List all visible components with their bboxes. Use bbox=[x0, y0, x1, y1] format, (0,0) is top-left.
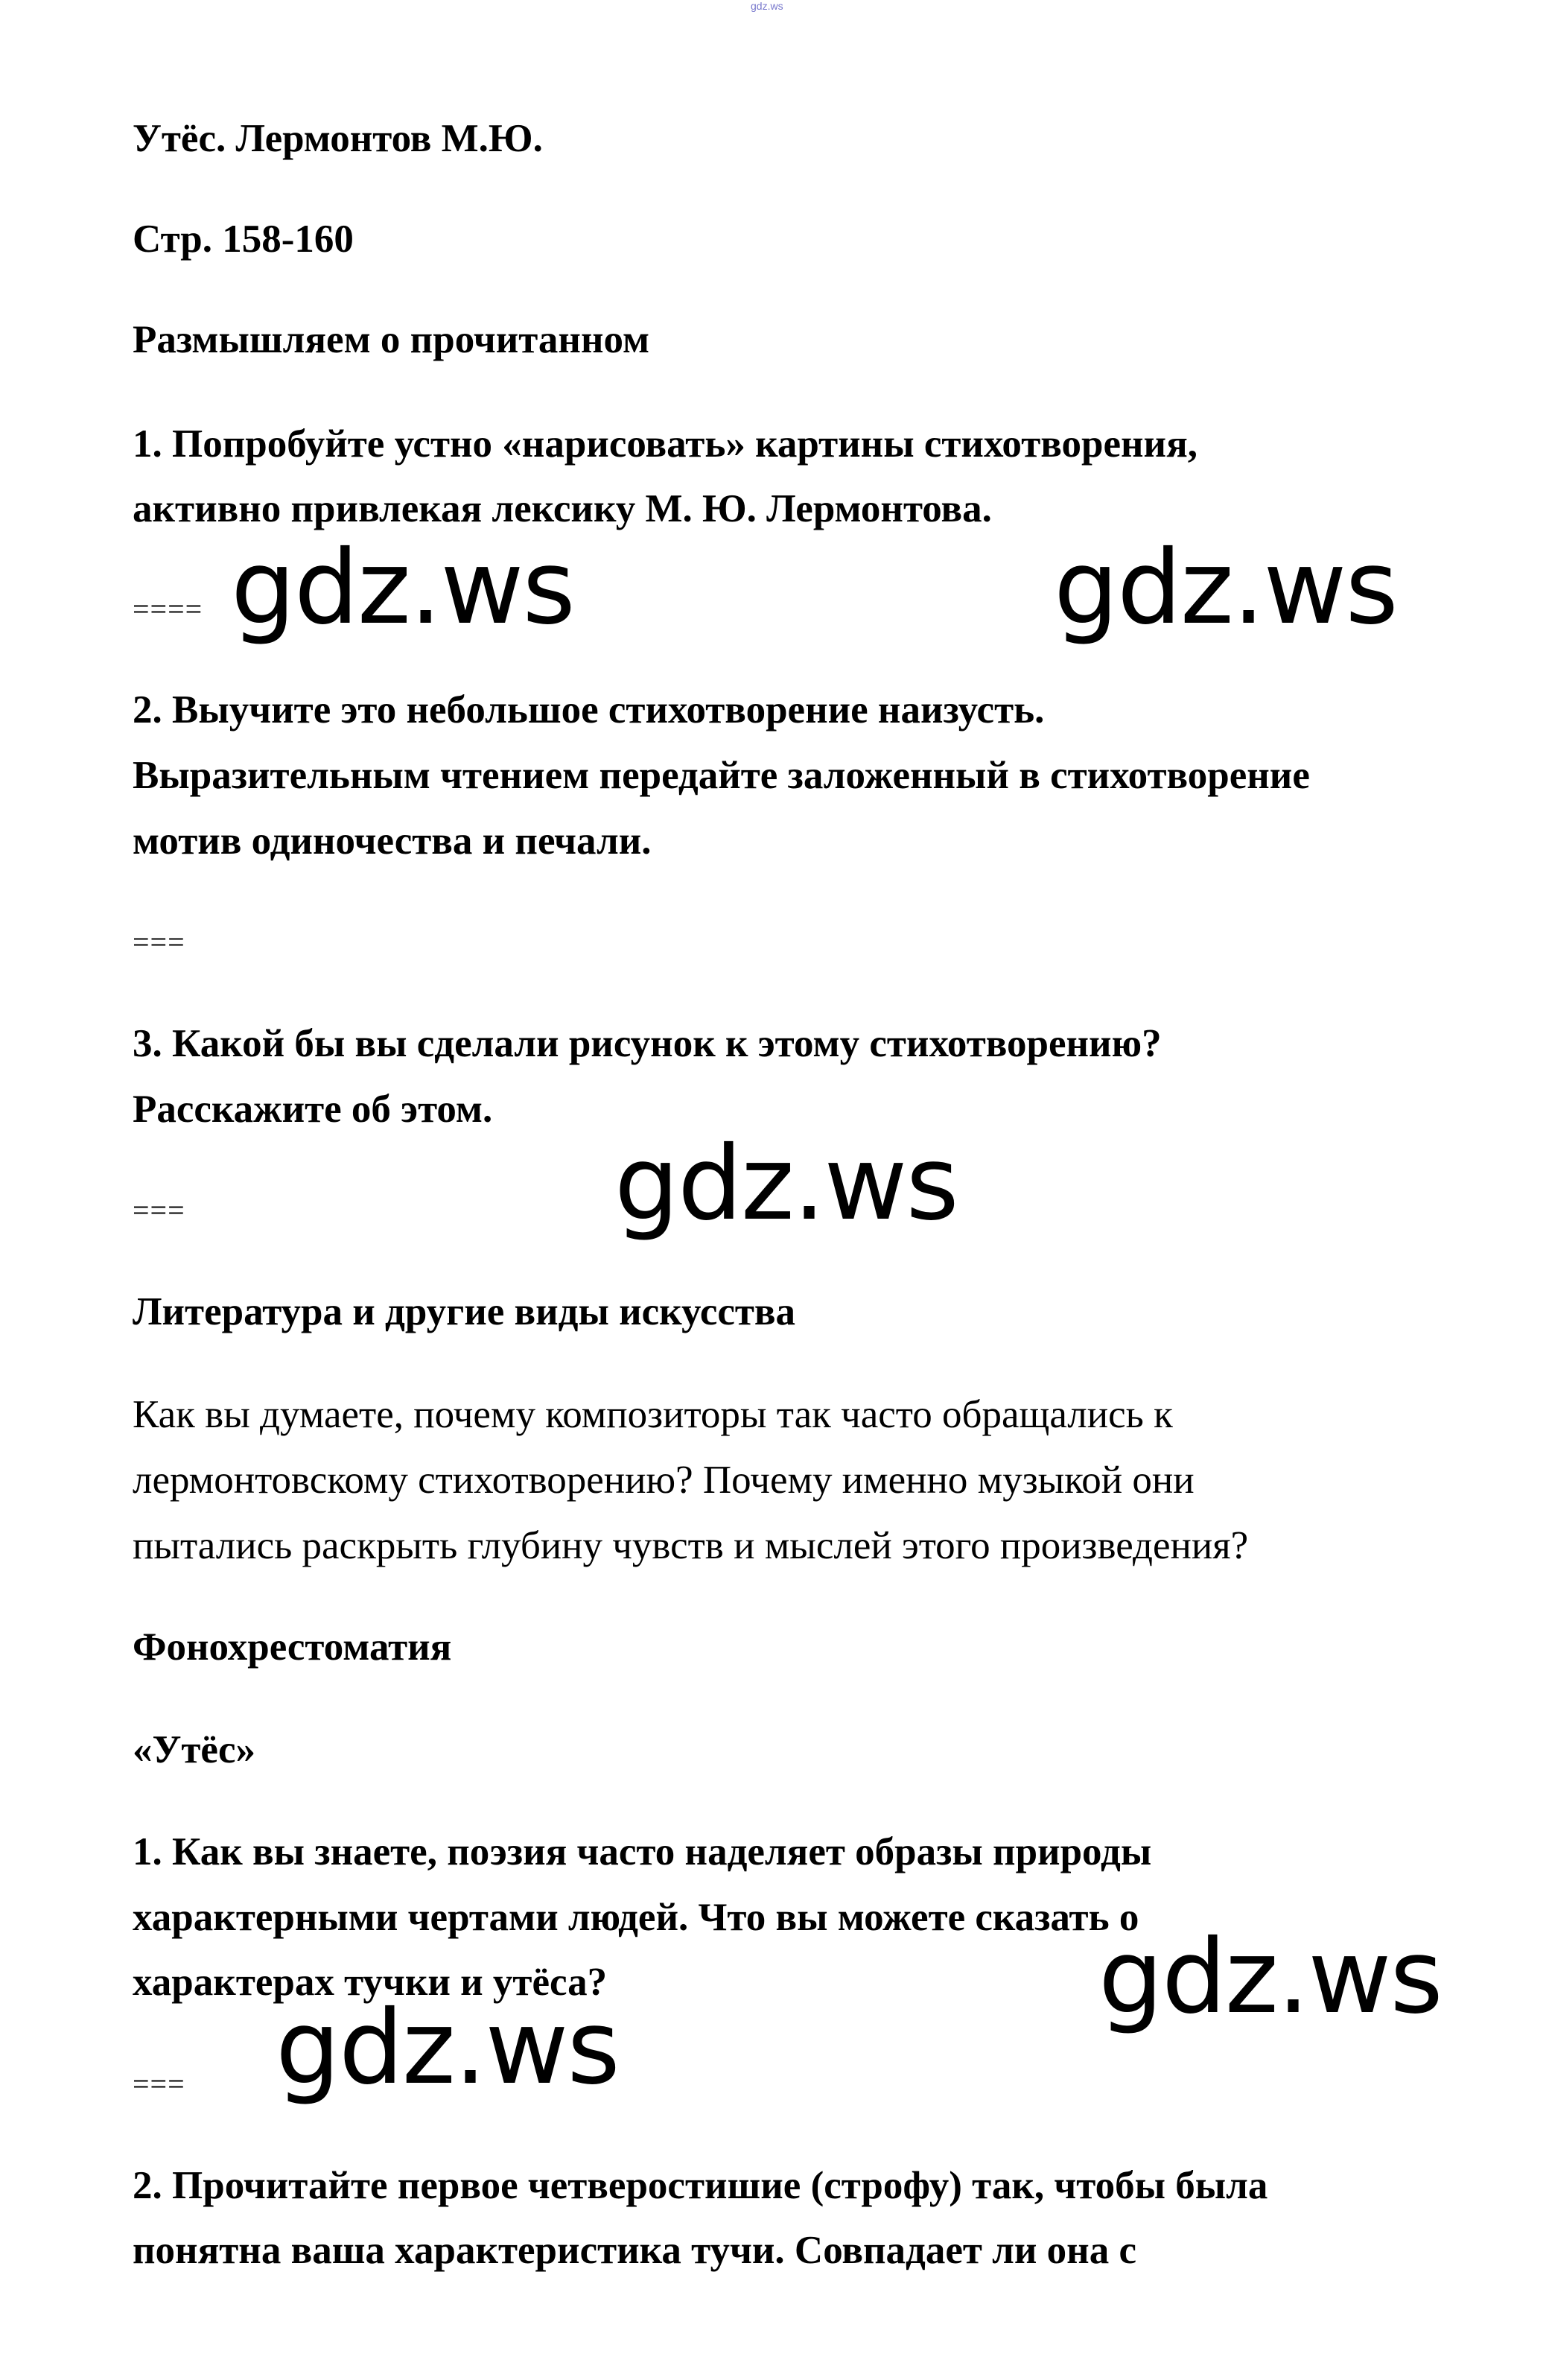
question-3-line-2: Расскажите об этом. bbox=[133, 1088, 493, 1131]
section-heading-phono: Фонохрестоматия bbox=[133, 1625, 452, 1669]
answer-separator: === bbox=[133, 1193, 185, 1227]
poem-question-1-line-2: характерными чертами людей. Что вы можете сказать о bbox=[133, 1896, 1139, 1939]
section-heading-art: Литература и другие виды искусства bbox=[133, 1290, 796, 1333]
art-question-line-2: лермонтовскому стихотворению? Почему именно музыкой они bbox=[133, 1459, 1195, 1502]
watermark: gdz.ws bbox=[276, 1989, 619, 2107]
section-heading-reflect: Размышляем о прочитанном bbox=[133, 318, 650, 361]
answer-separator: === bbox=[133, 925, 185, 959]
poem-question-2-line-1: 2. Прочитайте первое четверостишие (строфу) так, чтобы была bbox=[133, 2164, 1268, 2207]
art-question-line-1: Как вы думаете, почему композиторы так часто обращались к bbox=[133, 1393, 1173, 1436]
poem-question-1-line-1: 1. Как вы знаете, поэзия часто наделяет образы природы bbox=[133, 1830, 1152, 1873]
question-2-line-1: 2. Выучите это небольшое стихотворение наизусть. bbox=[133, 688, 1045, 732]
poem-question-2-line-2: понятна ваша характеристика тучи. Совпадает ли она с bbox=[133, 2229, 1136, 2272]
page-title: Утёс. Лермонтов М.Ю. bbox=[133, 117, 543, 160]
poem-question-1-line-3: характерах тучки и утёса? bbox=[133, 1961, 608, 2004]
question-3-line-1: 3. Какой бы вы сделали рисунок к этому стихотворению? bbox=[133, 1022, 1162, 1065]
watermark: gdz.ws bbox=[614, 1125, 958, 1243]
question-2-line-3: мотив одиночества и печали. bbox=[133, 819, 652, 863]
question-2-line-2: Выразительным чтением передайте заложенный в стихотворение bbox=[133, 754, 1310, 797]
art-question-line-3: пытались раскрыть глубину чувств и мыслей этого произведения? bbox=[133, 1524, 1249, 1567]
watermark: gdz.ws bbox=[231, 529, 574, 647]
answer-separator: ==== bbox=[133, 592, 203, 626]
answer-separator: === bbox=[133, 2067, 185, 2101]
poem-title: «Утёс» bbox=[133, 1728, 255, 1771]
page-range: Стр. 158-160 bbox=[133, 218, 354, 261]
watermark: gdz.ws bbox=[1054, 529, 1397, 647]
watermark: gdz.ws bbox=[1098, 1918, 1442, 2037]
site-mark: gdz.ws bbox=[751, 0, 783, 12]
question-1-line-2: активно привлекая лексику М. Ю. Лермонтова. bbox=[133, 487, 992, 530]
question-1-line-1: 1. Попробуйте устно «нарисовать» картины стихотворения, bbox=[133, 422, 1198, 466]
